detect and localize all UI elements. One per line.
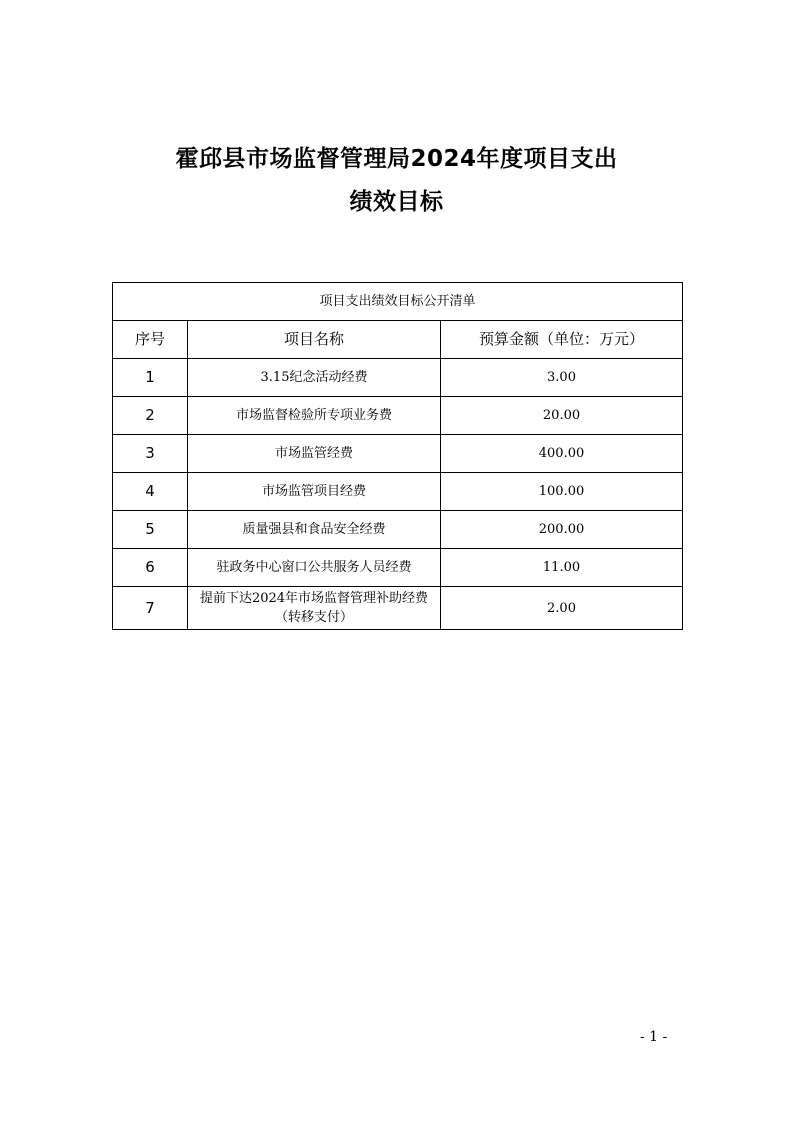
table-row — [113, 587, 683, 630]
row-index-cell: 7 — [113, 587, 188, 630]
document-title-line2: 绩效目标 — [349, 189, 444, 215]
project-name-cell: 市场监督检验所专项业务费 — [188, 397, 441, 435]
document-title-line1: 霍邱县市场监督管理局2024年度项目支出 — [175, 146, 618, 172]
row-index-cell: 5 — [113, 511, 188, 549]
table-header-row — [113, 321, 683, 359]
table-row — [113, 511, 683, 549]
project-name-cell: 驻政务中心窗口公共服务人员经费 — [188, 549, 441, 587]
row-index-cell: 3 — [113, 435, 188, 473]
table-row — [113, 549, 683, 587]
performance-target-table — [112, 282, 683, 630]
budget-amount-cell: 3.00 — [441, 359, 683, 397]
project-name-cell: 3.15纪念活动经费 — [188, 359, 441, 397]
project-name-cell: 质量强县和食品安全经费 — [188, 511, 441, 549]
row-index-cell: 2 — [113, 397, 188, 435]
budget-amount-cell: 20.00 — [441, 397, 683, 435]
row-index-cell: 6 — [113, 549, 188, 587]
table-row — [113, 359, 683, 397]
project-name-cell: 提前下达2024年市场监督管理补助经费（转移支付） — [188, 587, 441, 630]
row-index-cell: 1 — [113, 359, 188, 397]
budget-amount-cell: 200.00 — [441, 511, 683, 549]
budget-amount-cell: 100.00 — [441, 473, 683, 511]
budget-amount-cell: 400.00 — [441, 435, 683, 473]
budget-amount-cell: 11.00 — [441, 549, 683, 587]
table-row — [113, 435, 683, 473]
table-caption: 项目支出绩效目标公开清单 — [113, 283, 683, 321]
column-header-index: 序号 — [113, 321, 188, 359]
table-row — [113, 473, 683, 511]
row-index-cell: 4 — [113, 473, 188, 511]
page-number: - 1 - — [640, 1029, 668, 1045]
table-row — [113, 397, 683, 435]
column-header-budget-amount: 预算金额（单位：万元） — [441, 321, 683, 359]
project-name-cell: 市场监管经费 — [188, 435, 441, 473]
column-header-project-name: 项目名称 — [188, 321, 441, 359]
table-caption-row — [113, 283, 683, 321]
budget-amount-cell: 2.00 — [441, 587, 683, 630]
project-name-cell: 市场监管项目经费 — [188, 473, 441, 511]
